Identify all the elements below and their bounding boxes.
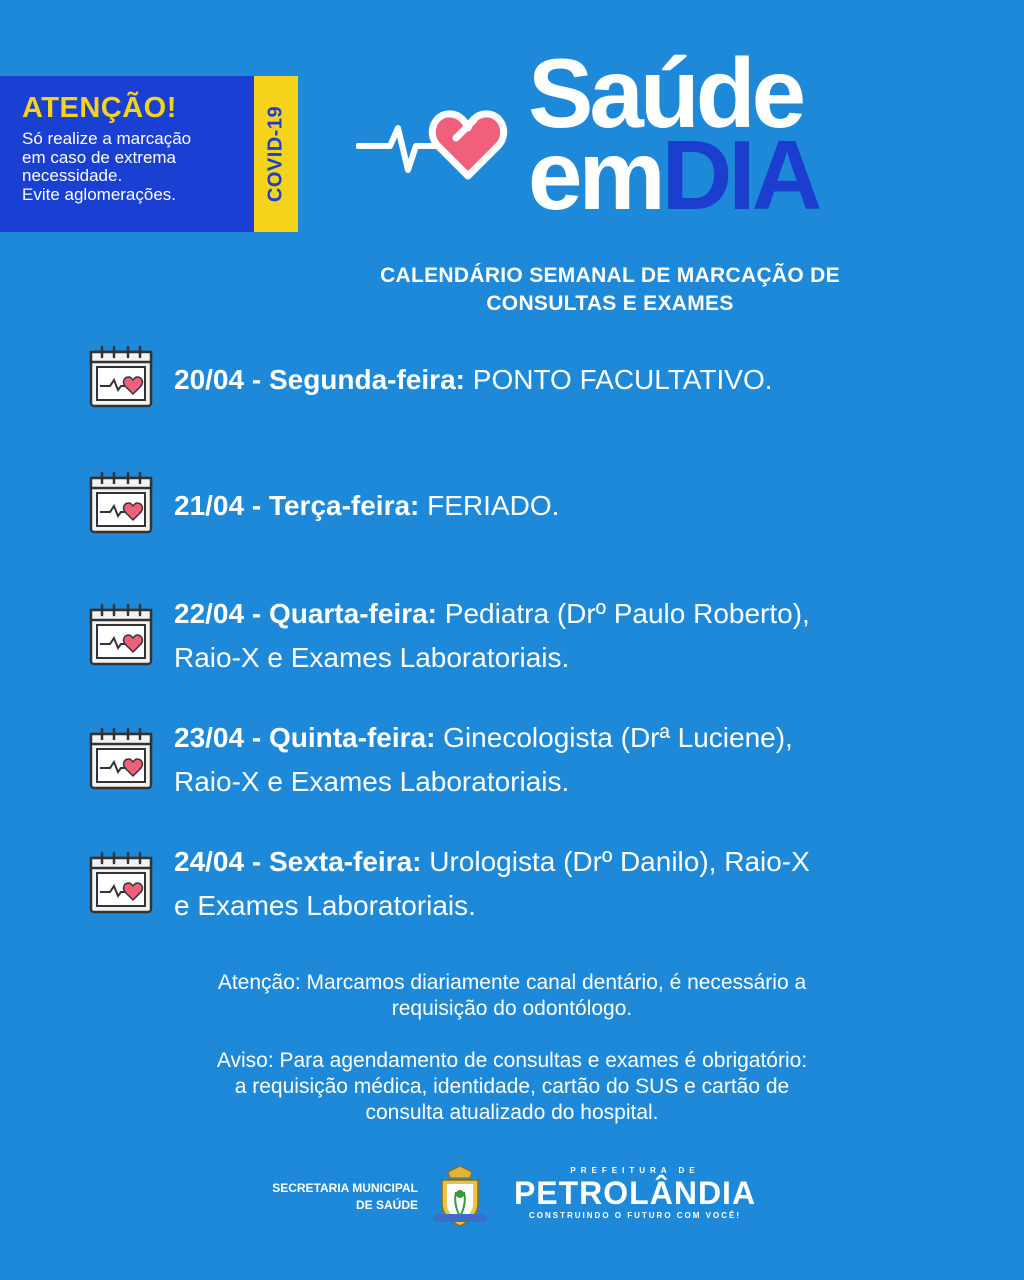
secretaria-line: DE SAÚDE xyxy=(355,1198,418,1212)
note-line: requisição do odontólogo. xyxy=(391,997,633,1020)
schedule-item xyxy=(88,358,948,408)
calendar-heart-icon xyxy=(88,344,154,408)
logo-line2-dia: DIA xyxy=(661,120,819,230)
schedule-desc: Urologista (Drº Danilo), Raio-X xyxy=(421,846,810,877)
note-line: consulta atualizado do hospital. xyxy=(365,1101,659,1124)
covid-tag xyxy=(254,76,298,232)
schedule-desc: FERIADO. xyxy=(419,490,560,521)
attention-line: Evite aglomerações. xyxy=(22,184,177,204)
calendar-heart-icon xyxy=(88,470,154,534)
saude-em-dia-logo xyxy=(528,38,819,230)
aviso-note xyxy=(120,1048,904,1126)
schedule-desc: Pediatra (Drº Paulo Roberto), xyxy=(437,598,810,629)
schedule-day-label: 20/04 - Segunda-feira: xyxy=(174,364,465,395)
covid-attention-box xyxy=(0,76,298,232)
attention-line: em caso de extrema xyxy=(22,147,177,167)
schedule-desc-line2: e Exames Laboratoriais. xyxy=(174,890,476,921)
note-line: a requisição médica, identidade, cartão do SUS e cartão de xyxy=(234,1075,790,1098)
schedule-desc-line2: Raio-X e Exames Laboratoriais. xyxy=(174,766,570,797)
page-subtitle xyxy=(300,262,920,318)
schedule-desc: Ginecologista (Drª Luciene), xyxy=(435,722,793,753)
schedule-day-label: 24/04 - Sexta-feira: xyxy=(174,846,422,877)
logo-line1: Saúde xyxy=(528,38,803,148)
note-line: Atenção: Marcamos diariamente canal dentário, é necessário a xyxy=(217,971,807,994)
schedule-day-label: 23/04 - Quinta-feira: xyxy=(174,722,436,753)
city-name: PETROLÂNDIA xyxy=(513,1175,757,1211)
prefeitura-label: PREFEITURA DE xyxy=(570,1166,700,1175)
attention-text xyxy=(22,130,244,204)
calendar-heart-icon xyxy=(88,602,154,666)
crest-icon xyxy=(430,1164,490,1228)
schedule-day-label: 22/04 - Quarta-feira: xyxy=(174,598,437,629)
schedule-desc: PONTO FACULTATIVO. xyxy=(464,364,773,395)
subtitle-line: CALENDÁRIO SEMANAL DE MARCAÇÃO DE xyxy=(380,264,840,287)
schedule-text xyxy=(174,716,904,804)
schedule-day-label: 21/04 - Terça-feira: xyxy=(174,490,420,521)
schedule-item xyxy=(88,484,948,534)
attention-title: ATENÇÃO! xyxy=(22,92,177,124)
attention-main-panel xyxy=(0,76,254,232)
schedule-text xyxy=(174,484,904,534)
schedule-item xyxy=(88,592,948,680)
calendar-heart-icon xyxy=(88,850,154,914)
schedule-desc-line2: Raio-X e Exames Laboratoriais. xyxy=(174,642,570,673)
calendar-heart-icon xyxy=(88,726,154,790)
schedule-item xyxy=(88,716,948,804)
logo-line2-em: em xyxy=(528,120,662,230)
city-slogan: CONSTRUINDO O FUTURO COM VOCÊ! xyxy=(529,1211,741,1220)
heartbeat-heart-icon xyxy=(356,98,516,182)
atencao-note xyxy=(120,970,904,1022)
prefeitura-logo xyxy=(500,1166,770,1220)
schedule-text xyxy=(174,840,904,928)
secretaria-label xyxy=(240,1180,418,1214)
schedule-text xyxy=(174,592,904,680)
note-line: Aviso: Para agendamento de consultas e exames é obrigatório: xyxy=(216,1049,808,1072)
secretaria-line: SECRETARIA MUNICIPAL xyxy=(272,1181,418,1195)
schedule-item xyxy=(88,840,948,928)
attention-line: Só realize a marcação xyxy=(22,129,192,148)
subtitle-line: CONSULTAS E EXAMES xyxy=(486,292,734,315)
schedule-text xyxy=(174,358,904,408)
attention-line: necessidade. xyxy=(22,166,123,185)
covid-tag-label: COVID-19 xyxy=(264,105,287,203)
